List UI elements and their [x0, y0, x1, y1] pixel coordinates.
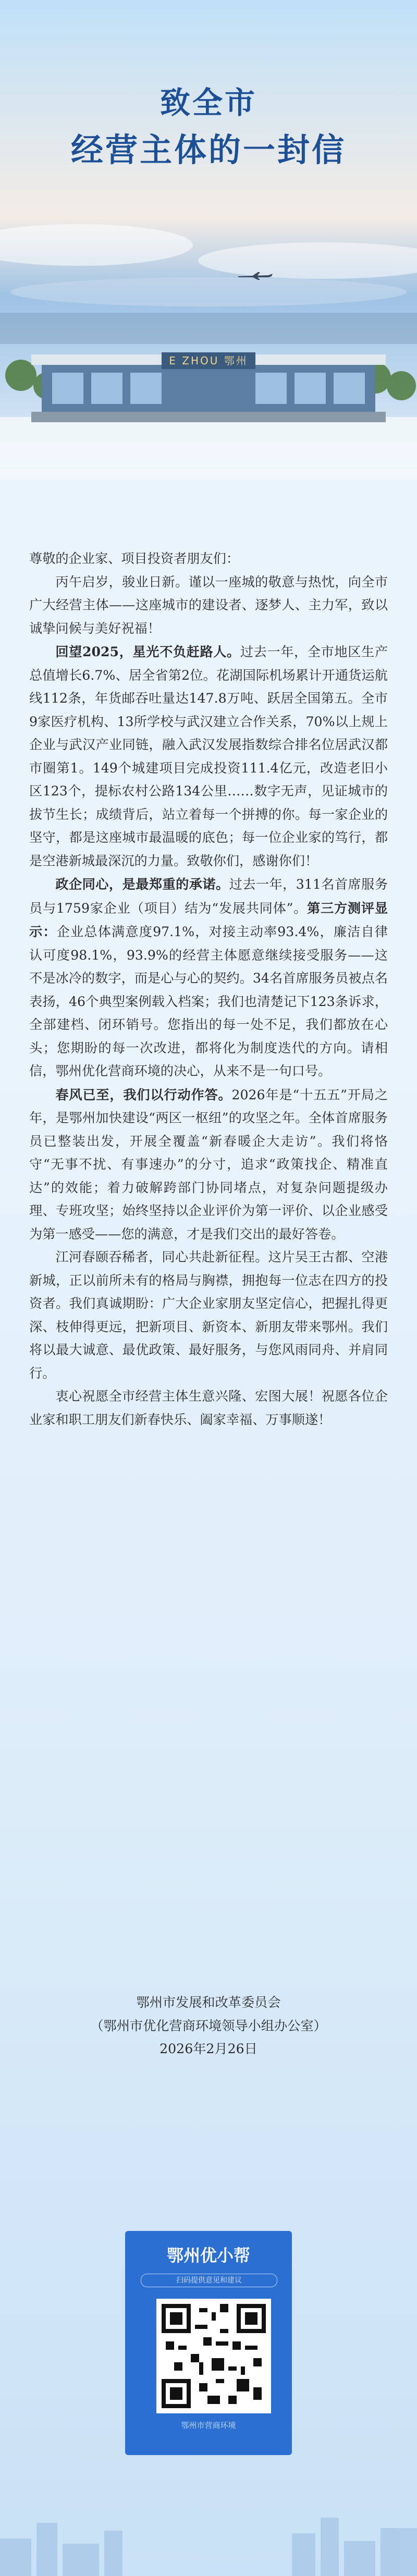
paragraph-action-text: 2026年是“十五五”开局之年，是鄂州加快建设“两区一枢纽”的攻坚之年。全体首席服务员已整装出发，开展全覆盖“新春暖企大走访”。我们将恪守“无事不扰、有事速办”的分寸，追求“政策找企、精准直达”的效能；着力破解跨部门协同堵点，对复杂问题提级办理、专班攻坚；始终坚持以企业评价为第一评价、以企业感受为第一感受——您的满意，才是我们交出的最好答卷。 — [29, 1087, 388, 1242]
signature-block — [0, 1991, 417, 2061]
airport-sign: E ZHOU 鄂州 — [162, 352, 255, 369]
qr-card — [125, 2231, 292, 2455]
letter-greeting: 尊敬的企业家、项目投资者朋友们： — [29, 551, 239, 566]
paragraph-invitation: 江河春颐吞稀者，同心共赴新征程。这片吴王古都、空港新城，正以前所未有的格局与胸襟，拥抱每一位志在四方的投资者。我们真诚期盼：广大企业家朋友坚定信心，把握扎得更深、枝伸得更远，把新项目、新资本、新朋友带来鄂州。我们将以最大诚意、最优政策、最好服务，与您风雨同舟、并肩同行。 — [29, 1249, 388, 1381]
paragraph-review — [29, 640, 388, 873]
airplane-icon — [237, 271, 274, 280]
paragraph-review-lead: 回望2025，星光不负赶路人。 — [55, 644, 240, 659]
paragraph-commitment-lead2: 第三方测评显示： — [29, 900, 388, 939]
qr-card-footer: 鄂州市营商环境 — [181, 2421, 236, 2430]
qr-code[interactable] — [156, 2299, 271, 2413]
city-skyline-illustration — [0, 2481, 417, 2576]
paragraph-review-text: 过去一年，全市地区生产总值增长6.7%、居全省第2位。花湖国际机场累计开通货运航线112条，年货邮吞吐量达147.8万吨、跃居全国第五。全市9家医疗机构、13所学校与武汉建立合作关系，70%以上规上企业与武汉产业同链，融入武汉发展指数综合排名位居武汉都市圈第1。149个城建项目完成投资111.4亿元，改造老旧小区123个，提标农村公路134公里……数字无声，见证城市的拔节生长；成绩背后，站立着每一个拼搏的你。每一家企业的坚守，都是这座城市最温暖的底色；每一位企业家的笃行，都是空港新城最深沉的力量。致敬你们，感谢你们！ — [29, 644, 388, 868]
paragraph-commitment-lead: 政企同心，是最郑重的承诺。 — [55, 876, 229, 892]
paragraph-wishes: 衷心祝愿全市经营主体生意兴隆、宏图大展！祝愿各位企业家和职工朋友们新春快乐、阖家幸福、万事顺遂！ — [29, 1389, 388, 1427]
paragraph-opening: 丙午启岁，骏业日新。谨以一座城的敬意与热忱，向全市广大经营主体——这座城市的建设者、逐梦人、主力军，致以诚挚问候与美好祝福！ — [29, 574, 388, 636]
paragraph-commitment — [29, 873, 388, 1083]
signature-org: 鄂州市发展和改革委员会 — [136, 1995, 281, 2010]
signature-org-sub: （鄂州市优化营商环境领导小组办公室） — [90, 2018, 327, 2033]
qr-code-icon — [162, 2304, 266, 2408]
paragraph-action — [29, 1083, 388, 1246]
paragraph-action-lead: 春风已至，我们以行动作答。 — [55, 1086, 232, 1102]
paragraph-commitment-text-b: 企业总体满意度97.1%，对接主动率93.4%，廉洁自律认可度98.1%，93.9%的经营主体愿意继续接受服务——这不是冰冷的数字，而是心与心的契约。34名首席服务员被点名表扬，46个典型案例载入档案；我们也清楚记下123条诉求，全部建档、闭环销号。您指出的每一处不足，我们都放在心头；您期盼的每一次改进，都将化为制度迭代的方向。请相信，鄂州优化营商环境的决心，从来不是一句口号。 — [29, 924, 388, 1078]
signature-date: 2026年2月26日 — [160, 2041, 257, 2056]
letter-title-line1: 致全市 — [160, 85, 257, 120]
letter-body — [29, 547, 388, 1431]
paragraph-commitment-text-a: 过去一年，311名首席服务员与1759家企业（项目）结为“发展共同体”。 — [29, 877, 388, 916]
qr-card-subtitle: 扫码提供意见和建议 — [141, 2274, 277, 2287]
airport-terminal-illustration — [31, 334, 386, 422]
qr-card-title: 鄂州优小帮 — [166, 2246, 250, 2265]
hero-banner — [0, 0, 417, 480]
letter-title-line2: 经营主体的一封信 — [70, 131, 346, 169]
